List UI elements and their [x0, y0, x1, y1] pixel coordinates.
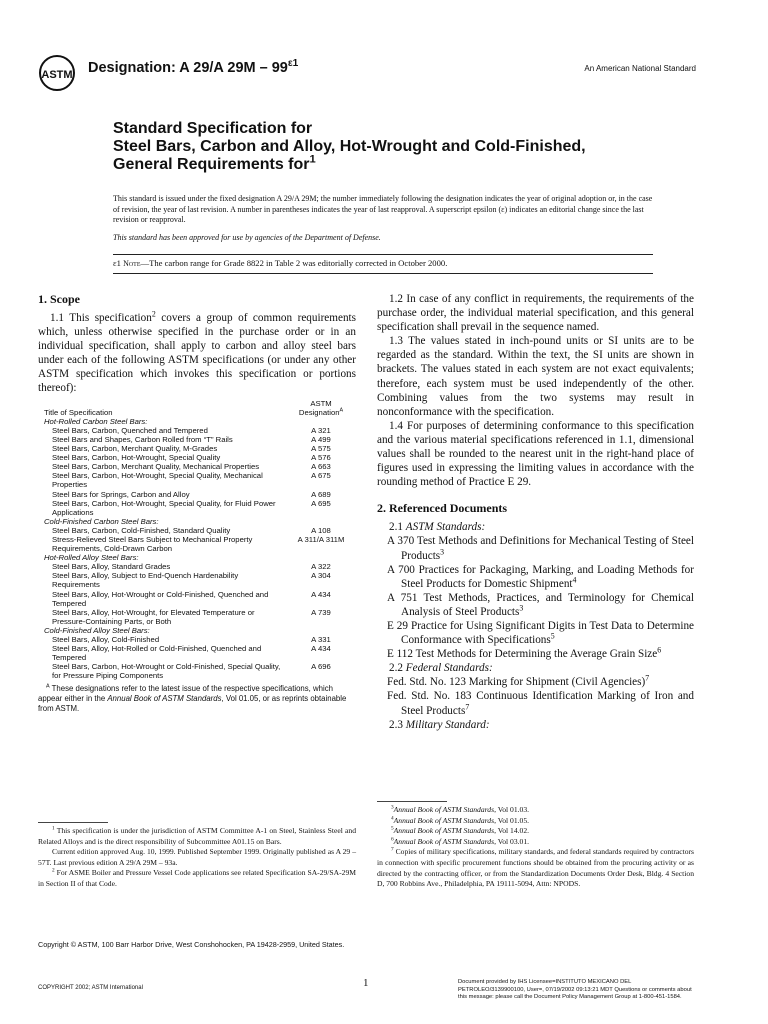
footnote: $^4$Annual Book of ASTM Standards, Vol 01.05.	[391, 815, 530, 825]
spec-title: Cold-Finished Carbon Steel Bars:	[44, 516, 159, 526]
paragraph-1-3: 1.3 The values stated in inch-pound units or SI units are to be regarded as the standard. Within the text, the SI units are shown in brackets. The values stated in each system are not exact equivalents; therefore, each system must be used independently of the other. Combining values from the two systems may result in nonconformance with the specification.	[377, 335, 694, 418]
spec-designation: A 434	[311, 644, 331, 654]
spec-title: Steel Bars, Alloy, Hot-Rolled or Cold-Finished, Quenched and Tempered	[52, 644, 262, 663]
table-footnote: $^A$ These designations refer to the latest issue of the respective specifications, which appear either in the Annual Book of ASTM Standards, Vol 01.05, or as reprints obtainable from ASTM.	[38, 683, 347, 714]
reference-item: E 112 Test Methods for Determining the Average Grain Size$^6$	[387, 645, 662, 661]
table-group-row	[38, 626, 356, 635]
page-number: 1	[363, 977, 369, 989]
footnotes-left	[38, 822, 356, 890]
section-heading-referenced-documents: 2. Referenced Documents	[377, 501, 508, 516]
footnotes-right	[377, 801, 694, 890]
table-row	[38, 644, 356, 662]
spec-title: Steel Bars, Alloy, Standard Grades	[52, 562, 171, 572]
spec-title: Steel Bars, Carbon, Merchant Quality, Mechanical Properties	[52, 462, 260, 472]
military-standard-label: 2.3 Military Standard:	[389, 718, 490, 731]
spec-title: Steel Bars, Carbon, Hot-Wrought, Special Quality	[52, 453, 221, 463]
footnote-rule	[38, 822, 108, 823]
spec-designation: A 322	[311, 562, 331, 572]
footnote: Current edition approved Aug. 10, 1999. Published September 1999. Originally published as A 29 – 57T. Last previous edition A 29/A 29M – 93a.	[38, 847, 356, 867]
astm-logo-icon	[38, 54, 76, 92]
table-row	[38, 562, 356, 571]
table-row	[38, 490, 356, 499]
referenced-documents	[377, 520, 694, 731]
spec-designation: A 321	[311, 425, 331, 435]
spec-designation: A 675	[311, 471, 331, 481]
spec-title: Steel Bars, Alloy, Cold-Finished	[52, 635, 160, 644]
spec-title: Steel Bars, Carbon, Hot-Wrought, Special Quality, Mechanical Properties	[52, 471, 263, 490]
footnote: $^3$Annual Book of ASTM Standards, Vol 01.03.	[391, 804, 530, 814]
table-group-row	[38, 417, 356, 426]
table-row	[38, 426, 356, 435]
copyright-line: Copyright © ASTM, 100 Barr Harbor Drive, West Conshohocken, PA 19428-2959, United States.	[38, 940, 345, 949]
spec-designation	[286, 517, 356, 526]
paragraph-1-4: 1.4 For purposes of determining conformance to this specification and the various material specifications referenced in 1.1, dimensional values shall be rounded to the nearest unit in the right-hand place of figures used in expressing the limiting values in accordance with the rounding method of Practice E 29.	[377, 419, 694, 489]
table-group-row	[38, 517, 356, 526]
right-column	[377, 292, 694, 732]
reference-item: A 700 Practices for Packaging, Marking, and Loading Methods for Steel Products for Domestic Shipment$^4$	[387, 563, 694, 590]
american-national-standard: An American National Standard	[584, 64, 696, 73]
reference-item: A 370 Test Methods and Definitions for Mechanical Testing of Steel Products$^3$	[387, 535, 694, 562]
table-row	[38, 453, 356, 462]
footnote: $^6$Annual Book of ASTM Standards, Vol 03.01.	[391, 836, 530, 846]
spec-title: Steel Bars, Alloy, Hot-Wrought or Cold-Finished, Quenched and Tempered	[52, 589, 269, 608]
footer-copyright: COPYRIGHT 2002; ASTM International	[38, 985, 143, 991]
spec-title: Steel Bars, Carbon, Quenched and Tempered	[52, 425, 208, 435]
spec-title: Steel Bars, Alloy, Hot-Wrought, for Elevated Temperature or Pressure-Containing Parts, or Both	[52, 607, 255, 626]
spec-title: Steel Bars for Springs, Carbon and Alloy	[52, 489, 190, 499]
spec-designation: A 108	[311, 525, 331, 535]
spec-title: Hot-Rolled Carbon Steel Bars:	[44, 416, 148, 426]
svg-text:ASTM: ASTM	[41, 69, 73, 81]
paragraph-1-2: 1.2 In case of any conflict in requirements, the requirements of the purchase order, the individual material specification, and this general specification shall prevail in the sequence named.	[377, 293, 694, 334]
astm-standards-label: 2.1 ASTM Standards:	[389, 521, 486, 534]
spec-designation: A 434	[311, 589, 331, 599]
reference-item: E 29 Practice for Using Significant Digits in Test Data to Determine Conformance with Specifications$^5$	[387, 619, 694, 647]
reference-item: Fed. Std. No. 123 Marking for Shipment (Civil Agencies)$^7$	[387, 673, 650, 689]
section-heading-scope: 1. Scope	[38, 292, 80, 306]
spec-designation: A 696	[311, 662, 331, 672]
federal-standards-label: 2.2 Federal Standards:	[389, 662, 493, 675]
spec-designation	[286, 417, 356, 426]
intro	[113, 194, 653, 250]
footer-license: Document provided by IHS Licensee=INSTITUTO MEXICANO DEL PETROLEO/3139900100, User=, 07/19/2002 09:13:21 MDT Questions or comments about this message: please call the Document Policy Management Group at 1-800-451-1584.	[458, 979, 692, 1000]
spec-title: Steel Bars, Alloy, Subject to End-Quench Hardenability Requirements	[52, 571, 239, 590]
page-title: Standard Specification for Steel Bars, Carbon and Alloy, Hot-Wrought and Cold-Finished, General Requirements for$^1$	[113, 120, 586, 173]
spec-title: Steel Bars, Carbon, Merchant Quality, M-Grades	[52, 444, 218, 454]
column-header-designation: ASTM Designation$^A$	[298, 398, 344, 417]
spec-designation: A 304	[311, 571, 331, 581]
designation: Designation: A 29/A $29M - 99^{\varepsilon 1}$	[88, 58, 299, 76]
spec-designation: A 499	[311, 434, 331, 444]
table-row	[38, 662, 356, 680]
spec-title: Steel Bars, Carbon, Hot-Wrought or Cold-Finished, Special Quality, for Pressure Piping Components	[52, 662, 281, 681]
reference-item: Fed. Std. No. 183 Continuous Identification Marking of Iron and Steel Products$^7$	[387, 690, 694, 717]
spec-designation	[286, 553, 356, 562]
spec-title: Steel Bars, Carbon, Hot-Wrought, Special Quality, for Fluid Power Applications	[52, 498, 276, 517]
footnote: $^1$ This specification is under the jurisdiction of ASTM Committee A-1 on Steel, Stainless Steel and Related Alloys and is the direct responsibility of Subcommittee A01.15 on Bars.	[38, 825, 356, 846]
spec-designation: A 689	[311, 489, 331, 499]
table-row	[38, 471, 356, 489]
table-row	[38, 435, 356, 444]
table-row	[38, 526, 356, 535]
table-row	[38, 635, 356, 644]
footnote-rule	[377, 801, 447, 802]
left-column	[38, 292, 356, 714]
spec-designation	[286, 626, 356, 635]
editorial-note: ε1 Note—The carbon range for Grade 8822 in Table 2 was editorially corrected in October 2000.	[113, 254, 653, 274]
table-row	[38, 571, 356, 589]
footnote: $^2$ For ASME Boiler and Pressure Vessel Code applications see related Specification SA-29/SA-29M in Section II of that Code.	[38, 867, 356, 888]
table-row	[38, 608, 356, 626]
spec-designation: A 739	[311, 607, 331, 617]
specification-table	[38, 399, 356, 681]
spec-title: Steel Bars, Carbon, Cold-Finished, Standard Quality	[52, 525, 231, 535]
spec-title: Hot-Rolled Alloy Steel Bars:	[44, 553, 139, 563]
column-header-title: Title of Specification	[44, 407, 113, 417]
spec-designation: A 576	[311, 453, 331, 463]
spec-designation: A 331	[311, 635, 331, 644]
paragraph-1-1: 1.1 This specification$^2$ covers a group of common requirements which, unless otherwise specified in the purchase order or in an individual specification, shall apply to carbon and alloy steel bars under each of the following ASTM specifications (or under any other ASTM specification which invokes this specification or portions thereof):	[38, 309, 356, 395]
spec-title: Cold-Finished Alloy Steel Bars:	[44, 625, 150, 635]
table-row	[38, 535, 356, 553]
approval-statement: This standard has been approved for use by agencies of the Department of Defense.	[113, 232, 381, 242]
issued-statement: This standard is issued under the fixed designation A 29/A 29M; the number immediately following the designation indicates the year of original adoption or, in the case of revision, the year of last revision. A number in parentheses indicates the year of last reapproval. A superscript epsilon (ε) indicates an editorial change since the last revision or reapproval.	[113, 194, 653, 224]
spec-designation: A 311/A 311M	[297, 534, 345, 544]
spec-designation: A 663	[311, 462, 331, 472]
spec-designation: A 695	[311, 498, 331, 508]
table-row	[38, 444, 356, 453]
spec-title: Steel Bars and Shapes, Carbon Rolled from “T” Rails	[52, 434, 233, 444]
table-row	[38, 462, 356, 471]
reference-item: A 751 Test Methods, Practices, and Terminology for Chemical Analysis of Steel Products$^3$	[387, 591, 694, 618]
spec-designation: A 575	[311, 444, 331, 454]
table-header-row	[38, 399, 356, 417]
table-row	[38, 590, 356, 608]
spec-title: Stress-Relieved Steel Bars Subject to Mechanical Property Requirements, Cold-Drawn Carbon	[52, 534, 253, 554]
table-row	[38, 499, 356, 517]
footnote: $^5$Annual Book of ASTM Standards, Vol 14.02.	[391, 825, 530, 836]
table-group-row	[38, 553, 356, 562]
footnote: $^7$ Copies of military specifications, military standards, and federal standards required by contractors in connection with specific procurement functions should be obtained from the procuring activity or as directed by the contracting officer, or from the Standardization Documents Order Desk, Bldg. 4 Section D, 700 Robbins Ave., Philadelphia, PA 19111-5094, Attn: NPODS.	[377, 846, 694, 889]
